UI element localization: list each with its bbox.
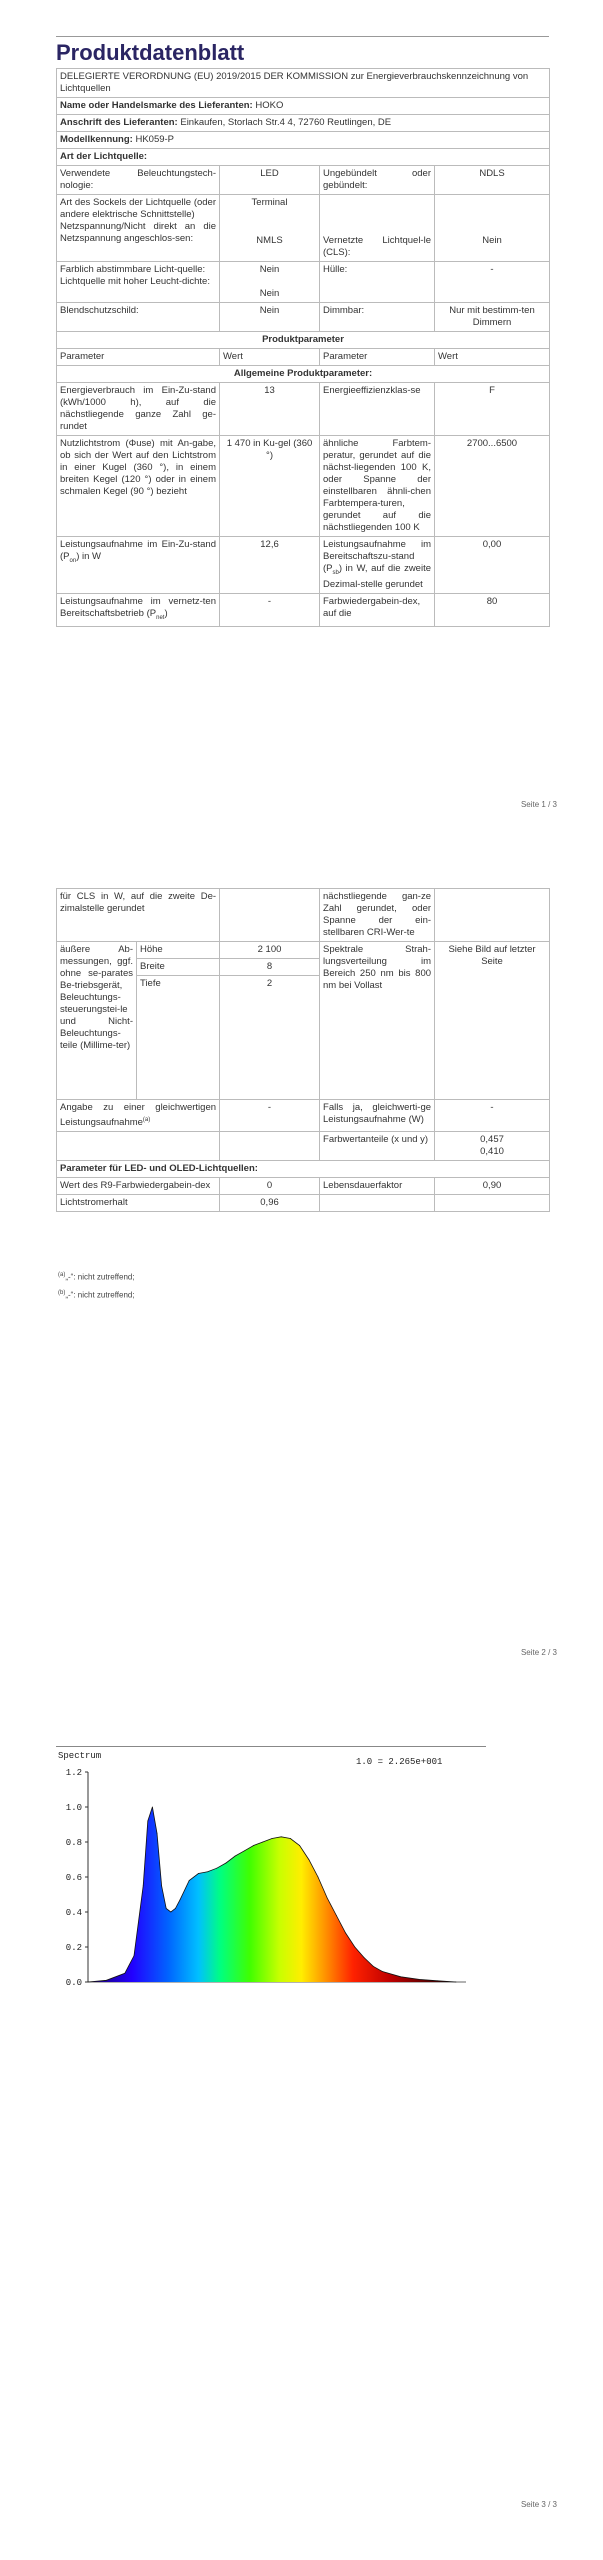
footnote-a-text: „-“: nicht zutreffend; xyxy=(65,1272,135,1282)
tunable-highlum-values xyxy=(220,262,320,303)
standby-label-a: Leistungsaufnahme im Bereitschaftszu-stand (P xyxy=(323,539,431,574)
netstandby-value: - xyxy=(220,593,320,626)
spd-value: Siehe Bild auf letzter Seite xyxy=(435,942,550,1100)
envelope-label: Hülle: xyxy=(320,262,435,303)
spectrum-point xyxy=(272,1838,273,1839)
spectrum-point xyxy=(318,1877,319,1878)
y-tick-label: 0.2 xyxy=(65,1943,82,1953)
spectrum-point xyxy=(189,1880,190,1881)
cct-value: 2700...6500 xyxy=(435,436,550,537)
spectrum-point xyxy=(419,1979,420,1980)
spectrum-point xyxy=(456,1982,457,1983)
standby-sub: sb xyxy=(332,569,339,576)
standby-label-b: ) in W, auf die zweite Dezimal-stelle gerundet xyxy=(323,563,431,590)
y-tick-label: 0.8 xyxy=(65,1838,82,1848)
connected-value-cell xyxy=(435,195,550,262)
lifetime-value: 0,90 xyxy=(435,1178,550,1195)
spectrum-point xyxy=(364,1957,365,1958)
cct-label: ähnliche Farbtem-peratur, gerundet auf die nächst-liegenden 100 K, oder Spanne der einstellbaren ähnli-chen Farbtempera-turen, gerundet auf die nächstliegenden 100 K xyxy=(320,436,435,537)
netstandby-cont: für CLS in W, auf die zweite De-zimalstelle gerundet xyxy=(57,889,220,942)
page-number-1: Seite 1 / 3 xyxy=(520,800,557,809)
spectrum-point xyxy=(299,1845,300,1846)
equiv-power-value: - xyxy=(435,1100,550,1132)
spectrum-point xyxy=(437,1980,438,1981)
supplier-table xyxy=(56,68,550,627)
spectrum-point xyxy=(262,1842,263,1843)
col-param-2: Parameter xyxy=(320,349,435,366)
equiv-power-label: Falls ja, gleichwerti-ge Leistungsaufnahme (W) xyxy=(320,1100,435,1132)
socket-value: Terminal xyxy=(251,197,288,208)
spectrum-point xyxy=(308,1859,309,1860)
spectrum-point xyxy=(373,1966,374,1967)
spectrum-point xyxy=(345,1933,346,1934)
supplier-name-value: HOKO xyxy=(255,100,284,111)
height-label: Höhe xyxy=(137,942,220,959)
chroma-y: 0,410 xyxy=(480,1146,504,1158)
power-on-sub: on xyxy=(69,557,77,564)
width-value: 8 xyxy=(220,959,320,976)
energy-label: Energieverbrauch im Ein-Zu-stand (kWh/1000 h), auf die nächstliegende ganze Zahl ge-rundet xyxy=(57,383,220,436)
model-label: Modellkennung: xyxy=(60,134,133,145)
y-tick-label: 0.6 xyxy=(65,1873,82,1883)
spectrum-point xyxy=(157,1833,158,1834)
spectrum-point xyxy=(175,1908,176,1909)
maint-value: 0,96 xyxy=(220,1195,320,1212)
eclass-label: Energieeffizienzklas-se xyxy=(320,383,435,436)
spectrum-point xyxy=(198,1873,199,1874)
spectrum-point xyxy=(88,1982,89,1983)
mains-label: Netzspannung/Nicht direkt an die Netzspannung angeschlos-sen: xyxy=(60,221,216,244)
socket-label: Art des Sockels der Lichtquelle (oder andere elektrische Schnittstelle) xyxy=(60,197,216,220)
supplier-address-value: Einkaufen, Storlach Str.4 4, 72760 Reutlingen, DE xyxy=(180,117,392,128)
spectrum-point xyxy=(290,1838,291,1839)
unbundled-value: NDLS xyxy=(435,166,550,195)
cri-cont: nächstliegende gan-ze Zahl gerundet, oder Spanne der ein-stellbaren CRI-Wer-te xyxy=(320,889,435,942)
y-tick-label: 0.0 xyxy=(65,1978,82,1988)
dimmable-label: Dimmbar: xyxy=(320,303,435,332)
netstandby-cont-value xyxy=(220,889,320,942)
chart-title: Spectrum xyxy=(58,1751,102,1761)
connected-label: Vernetzte Lichtquel-le (CLS): xyxy=(323,235,431,258)
page-number-2: Seite 2 / 3 xyxy=(520,1648,557,1657)
params-table-continued xyxy=(56,888,550,1212)
tech-value: LED xyxy=(220,166,320,195)
spectrum-chart xyxy=(56,1746,486,1996)
maint-empty-1 xyxy=(320,1195,435,1212)
y-tick-label: 1.0 xyxy=(65,1803,82,1813)
spectrum-point xyxy=(143,1885,144,1886)
page-1 xyxy=(0,0,603,820)
equiv-label xyxy=(57,1100,220,1132)
model-value: HK059-P xyxy=(135,134,175,145)
spectrum-point xyxy=(382,1971,383,1972)
tunable-value: Nein xyxy=(259,264,280,275)
maint-label: Lichtstromerhalt xyxy=(57,1195,220,1212)
standby-value: 0,00 xyxy=(435,537,550,594)
netstandby-sub: net xyxy=(156,614,165,621)
unbundled-label: Ungebündelt oder gebündelt: xyxy=(320,166,435,195)
r9-value: 0 xyxy=(220,1178,320,1195)
mains-value: NMLS xyxy=(256,235,283,246)
spectrum-point xyxy=(253,1845,254,1846)
connected-value: Nein xyxy=(482,235,502,246)
socket-mains-values xyxy=(220,195,320,262)
footnote-b xyxy=(58,1290,135,1300)
standby-label xyxy=(320,537,435,594)
page-2 xyxy=(0,880,603,1670)
dimmable-value: Nur mit bestimm-ten Dimmern xyxy=(435,303,550,332)
document-title: Produktdatenblatt xyxy=(56,40,245,65)
supplier-name-row xyxy=(57,98,550,115)
glare-label: Blendschutzschild: xyxy=(57,303,220,332)
power-on-value: 12,6 xyxy=(220,537,320,594)
power-on-label xyxy=(57,537,220,594)
chroma-values xyxy=(435,1132,550,1161)
spectrum-point xyxy=(281,1836,282,1837)
energy-value: 13 xyxy=(220,383,320,436)
col-value-1: Wert xyxy=(220,349,320,366)
supplier-address-label: Anschrift des Lieferanten: xyxy=(60,117,178,128)
spectrum-point xyxy=(180,1899,181,1900)
height-value: 2 100 xyxy=(220,942,320,959)
glare-value: Nein xyxy=(220,303,320,332)
supplier-address-row xyxy=(57,115,550,132)
power-on-label-a: Leistungsaufnahme im Ein-Zu-stand (P xyxy=(60,539,216,562)
netstandby-label xyxy=(57,593,220,626)
cri-label: Farbwiedergabein-dex, auf die xyxy=(320,593,435,626)
flux-value: 1 470 in Ku-gel (360 °) xyxy=(220,436,320,537)
spectrum-svg xyxy=(56,1746,486,1996)
footnote-b-text: „-“: nicht zutreffend; xyxy=(65,1290,135,1300)
spectrum-point xyxy=(235,1856,236,1857)
spectrum-point xyxy=(216,1868,217,1869)
spectrum-point xyxy=(354,1947,355,1948)
eclass-value: F xyxy=(435,383,550,436)
highlum-value: Nein xyxy=(259,288,280,299)
tunable-label: Farblich abstimmbare Licht-quelle: xyxy=(60,264,206,275)
footnote-a-sup: (a) xyxy=(58,1272,66,1278)
spectrum-point xyxy=(152,1807,153,1808)
document-title-block xyxy=(56,36,549,67)
spectrum-point xyxy=(336,1915,337,1916)
width-label: Breite xyxy=(137,959,220,976)
footnote-a xyxy=(58,1272,135,1282)
supplier-name-label: Name oder Handelsmarke des Lieferanten: xyxy=(60,100,253,111)
light-type-heading: Art der Lichtquelle: xyxy=(57,149,550,166)
power-on-label-b: ) in W xyxy=(76,551,101,562)
col-param-1: Parameter xyxy=(57,349,220,366)
spectrum-point xyxy=(147,1821,148,1822)
spectrum-point xyxy=(161,1885,162,1886)
maint-empty-2 xyxy=(435,1195,550,1212)
chart-annotation: 1.0 = 2.265e+001 xyxy=(356,1757,443,1767)
spectrum-point xyxy=(244,1850,245,1851)
dims-label: äußere Ab-messungen, ggf. ohne se-parates Be-triebsgerät, Beleuchtungs-steuerungstei-le und Nicht-Beleuchtungs-teile (Millime-ter) xyxy=(57,942,137,1100)
spectrum-point xyxy=(134,1955,135,1956)
connected-cell xyxy=(320,195,435,262)
spectrum-point xyxy=(106,1980,107,1981)
spectrum-point xyxy=(400,1976,401,1977)
chroma-label: Farbwertanteile (x und y) xyxy=(320,1132,435,1161)
model-row xyxy=(57,132,550,149)
spectrum-point xyxy=(226,1863,227,1864)
envelope-value: - xyxy=(435,262,550,303)
tech-label: Verwendete Beleuchtungstech-nologie: xyxy=(57,166,220,195)
spectrum-point xyxy=(170,1912,171,1913)
equiv-label-text: Angabe zu einer gleichwertigen Leistungsaufnahme xyxy=(60,1102,217,1129)
y-tick-label: 0.4 xyxy=(65,1908,82,1918)
spectrum-point xyxy=(207,1871,208,1872)
tunable-highlum-labels xyxy=(57,262,220,303)
lifetime-label: Lebensdauerfaktor xyxy=(320,1178,435,1195)
cri-value: 80 xyxy=(435,593,550,626)
cri-cont-value xyxy=(435,889,550,942)
equiv-sup: (a) xyxy=(142,1117,151,1123)
led-params-heading: Parameter für LED- und OLED-Lichtquellen: xyxy=(57,1161,550,1178)
col-value-2: Wert xyxy=(435,349,550,366)
page-number-3: Seite 3 / 3 xyxy=(520,2500,557,2509)
depth-label: Tiefe xyxy=(137,976,220,1100)
chroma-x: 0,457 xyxy=(480,1134,504,1146)
spd-label: Spektrale Strah-lungsverteilung im Bereich 250 nm bis 800 nm bei Vollast xyxy=(320,942,435,1100)
regulation-text: DELEGIERTE VERORDNUNG (EU) 2019/2015 DER KOMMISSION zur Energieverbrauchskennzeichnung von Lichtquellen xyxy=(57,69,550,98)
depth-value: 2 xyxy=(220,976,320,1100)
chroma-empty-2 xyxy=(220,1132,320,1161)
spectrum-point xyxy=(166,1908,167,1909)
y-tick-label: 1.2 xyxy=(65,1768,82,1778)
flux-label: Nutzlichtstrom (Φuse) mit An-gabe, ob sich der Wert auf den Lichtstrom in einer Kugel (360 °), in einem breiten Kegel (120 °) oder in einem schmalen Kegel (90 °) bezieht xyxy=(57,436,220,537)
spectrum-point xyxy=(124,1973,125,1974)
general-params-heading: Allgemeine Produktparameter: xyxy=(57,366,550,383)
netstandby-label-a: Leistungsaufnahme im vernetz-ten Bereitschaftsbetrieb (P xyxy=(60,595,216,619)
socket-mains-labels xyxy=(57,195,220,262)
netstandby-label-b: ) xyxy=(164,607,168,619)
product-params-heading: Produktparameter xyxy=(57,332,550,349)
spectrum-point xyxy=(327,1898,328,1899)
r9-label: Wert des R9-Farbwiedergabein-dex xyxy=(57,1178,220,1195)
highlum-label: Lichtquelle mit hoher Leucht-dichte: xyxy=(60,276,210,287)
footnote-b-sup: (b) xyxy=(58,1290,66,1296)
chroma-empty-1 xyxy=(57,1132,220,1161)
equiv-value: - xyxy=(220,1100,320,1132)
